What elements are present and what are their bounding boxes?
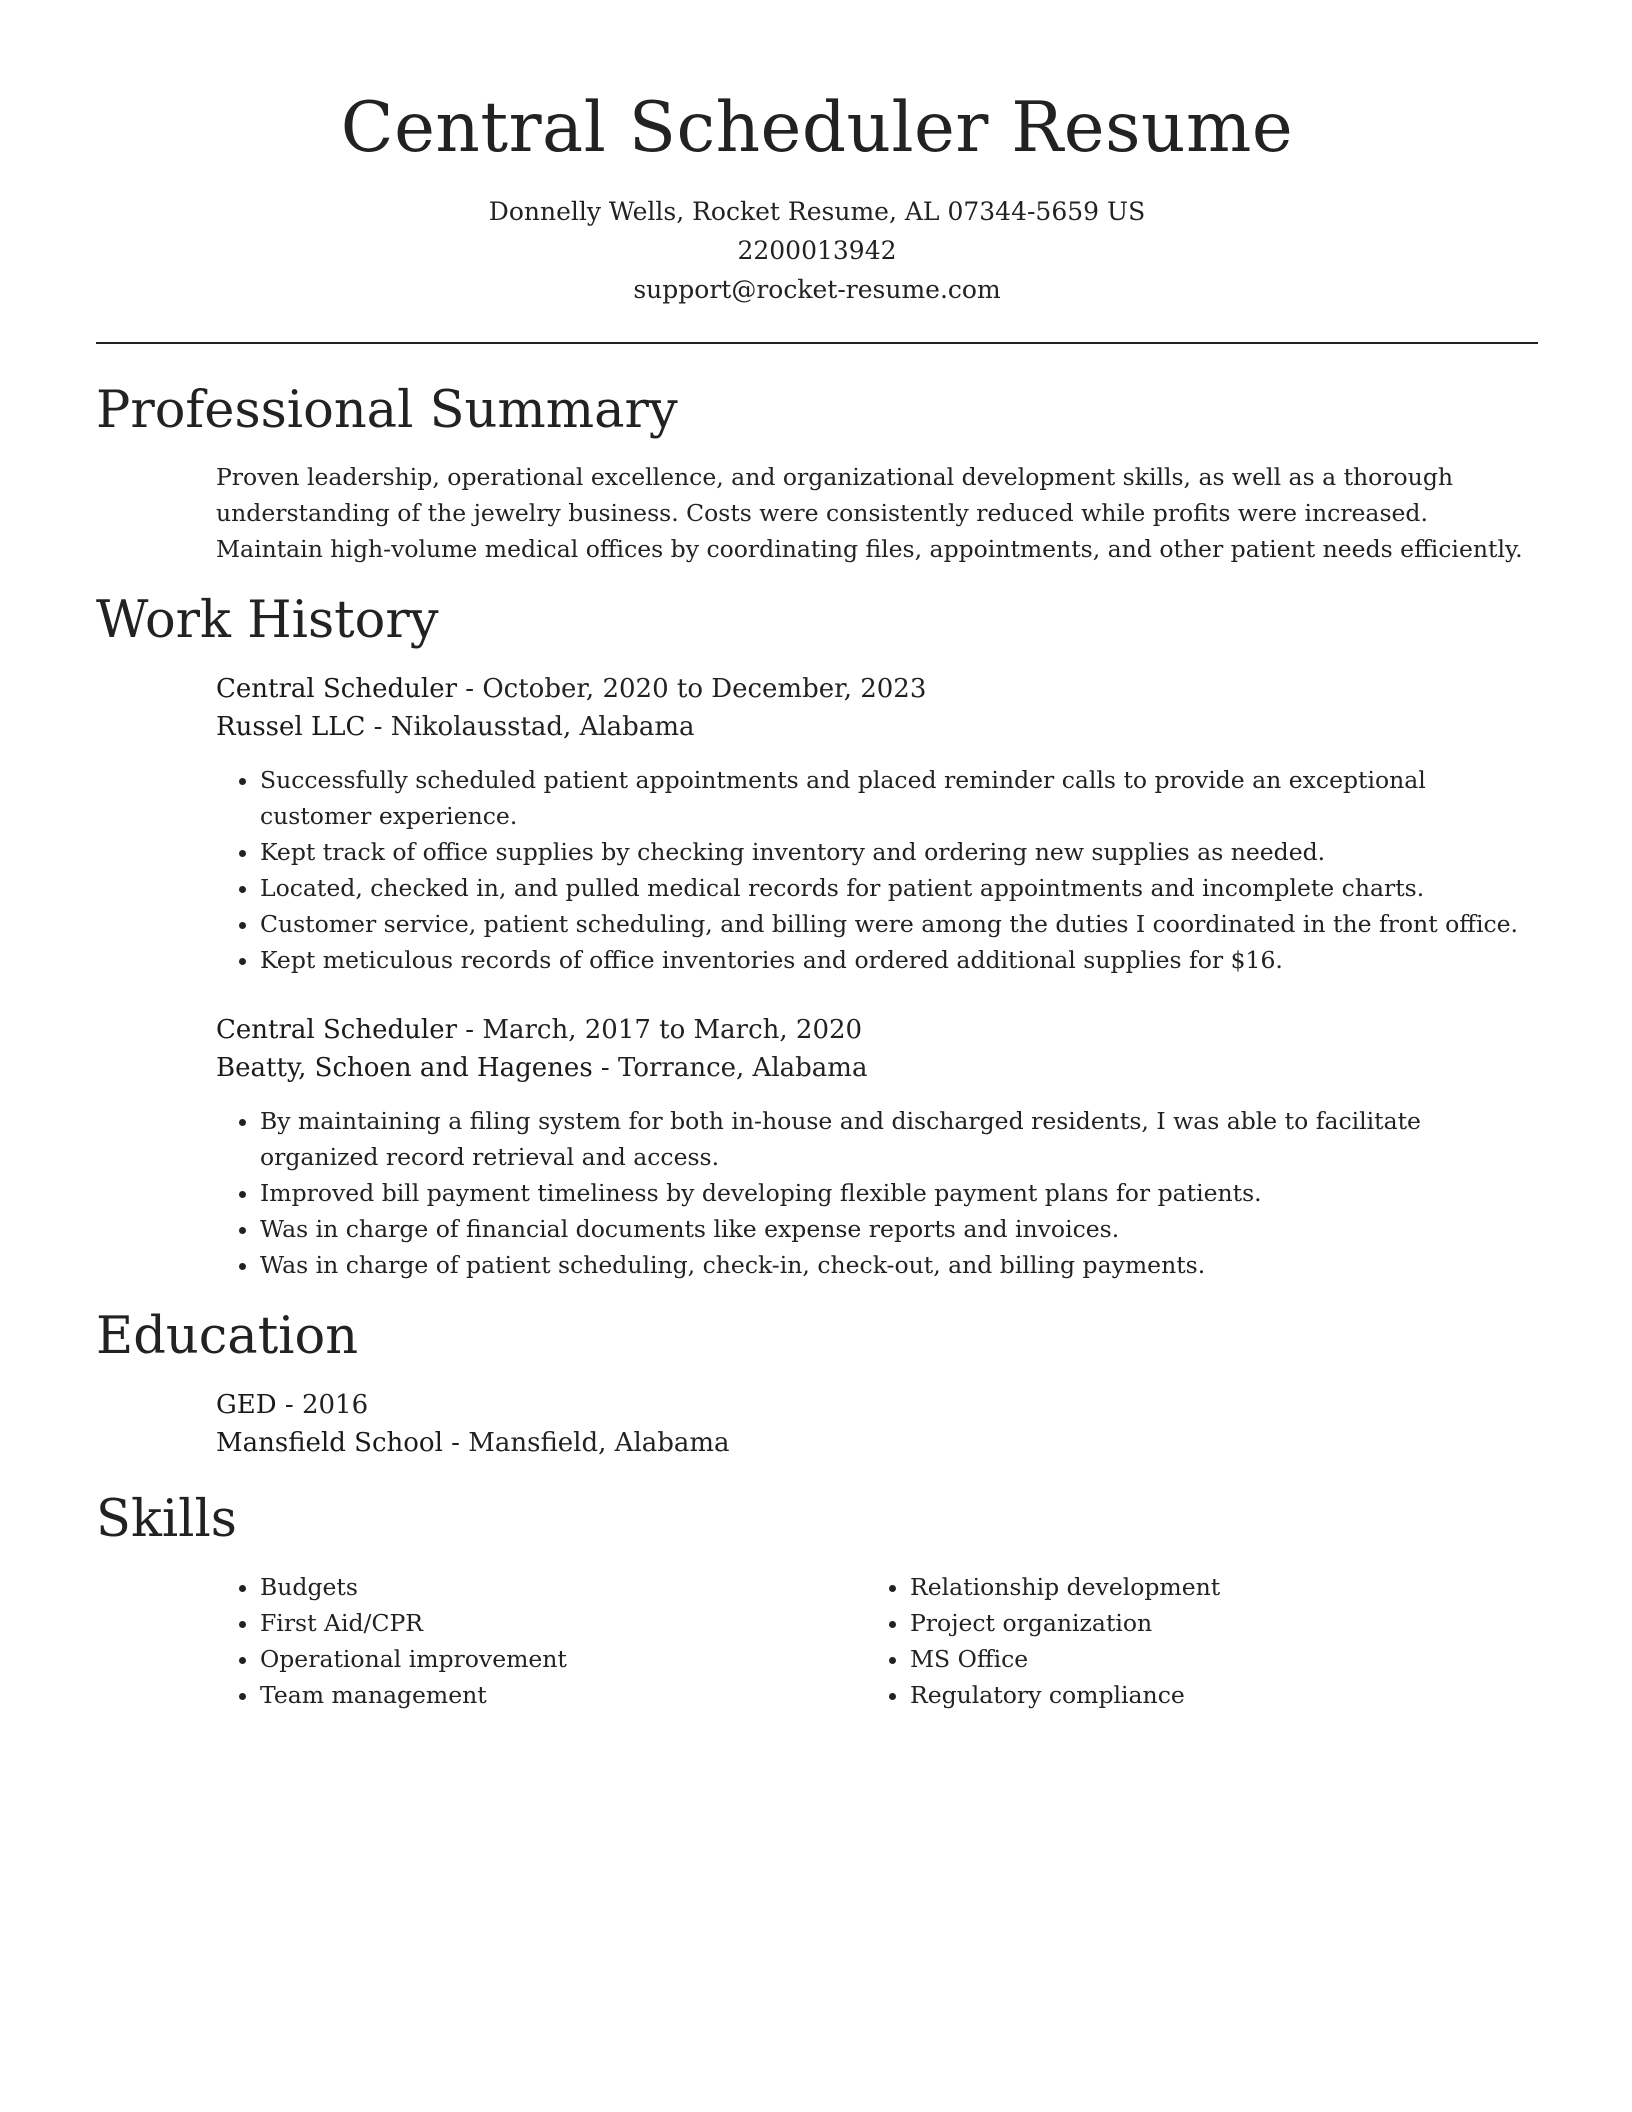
education-year: 2016: [301, 1390, 369, 1420]
job-bullet: • Located, checked in, and pulled medical records for patient appointments and incomplete charts.: [260, 870, 1538, 906]
separator: -: [276, 1390, 302, 1420]
job-title: Central Scheduler: [216, 1015, 458, 1045]
skill-item: • Relationship development: [910, 1569, 1516, 1605]
job-title: Central Scheduler: [216, 674, 458, 704]
job-title-line: [216, 670, 1538, 708]
job-bullet: • Kept track of office supplies by checking inventory and ordering new supplies as needed.: [260, 834, 1538, 870]
skill-item: • MS Office: [910, 1641, 1516, 1677]
job-location: Torrance, Alabama: [618, 1053, 868, 1083]
skill-item: • Team management: [260, 1677, 866, 1713]
job-bullet: • By maintaining a filing system for both in-house and discharged residents, I was able to facilitate organized record retrieval and access.: [260, 1103, 1538, 1175]
skill-item: • Budgets: [260, 1569, 866, 1605]
job-bullets: [216, 762, 1538, 978]
separator: -: [457, 674, 483, 704]
summary-text: Proven leadership, operational excellence, and organizational development skills, as well as a thorough understanding of the jewelry business. Costs were consistently reduced while profits were increased. Maintain high-volume medical offices by coordinating files, appointments, and other patient needs efficiently.: [216, 463, 1523, 563]
job-bullet: • Improved bill payment timeliness by developing flexible payment plans for patients.: [260, 1175, 1538, 1211]
skill-item: • Regulatory compliance: [910, 1677, 1516, 1713]
job-bullet: • Successfully scheduled patient appointments and placed reminder calls to provide an exceptional customer experience.: [260, 762, 1538, 834]
job-entry: [216, 670, 1538, 978]
job-company-line: [216, 708, 1538, 746]
contact-phone: 2200013942: [737, 236, 897, 265]
section-title-work-history: Work History: [96, 591, 439, 650]
section-title-education: Education: [96, 1307, 359, 1366]
skills-list-right: [866, 1569, 1516, 1713]
skill-item: • Operational improvement: [260, 1641, 866, 1677]
separator: -: [442, 1428, 469, 1458]
job-location: Nikolausstad, Alabama: [390, 712, 695, 742]
job-bullet: • Customer service, patient scheduling, and billing were among the duties I coordinated in the front office.: [260, 906, 1538, 942]
contact-block: [96, 192, 1538, 309]
education-school-line: [216, 1424, 1538, 1462]
job-company: Russel LLC: [216, 712, 366, 742]
skills-grid: [216, 1569, 1538, 1713]
separator: -: [365, 712, 391, 742]
skills-block: [216, 1569, 1538, 1713]
section-title-skills: Skills: [96, 1490, 237, 1549]
job-dates: October, 2020 to December, 2023: [482, 674, 927, 704]
job-entry: [216, 1011, 1538, 1283]
job-bullet: • Was in charge of financial documents like expense reports and invoices.: [260, 1211, 1538, 1247]
education-school: Mansfield School: [216, 1428, 443, 1458]
skill-item: • First Aid/CPR: [260, 1605, 866, 1641]
education-entry: [216, 1386, 1538, 1462]
job-bullets: [216, 1103, 1538, 1283]
job-bullet: • Was in charge of patient scheduling, check-in, check-out, and billing payments.: [260, 1247, 1538, 1283]
education-degree: GED: [216, 1390, 277, 1420]
skill-item: • Project organization: [910, 1605, 1516, 1641]
header-divider: [96, 342, 1538, 344]
job-dates: March, 2017 to March, 2020: [482, 1015, 863, 1045]
contact-address: Donnelly Wells, Rocket Resume, AL 07344-5659 US: [488, 197, 1146, 226]
job-company: Beatty, Schoen and Hagenes: [216, 1053, 593, 1083]
education-location: Mansfield, Alabama: [468, 1428, 730, 1458]
separator: -: [457, 1015, 483, 1045]
section-title-summary: Professional Summary: [96, 381, 678, 440]
job-bullet: • Kept meticulous records of office inventories and ordered additional supplies for $16.: [260, 942, 1538, 978]
resume-title: Central Scheduler Resume: [340, 88, 1294, 168]
education-degree-line: [216, 1386, 1538, 1424]
job-company-line: [216, 1049, 1538, 1087]
skills-list-left: [216, 1569, 866, 1713]
separator: -: [592, 1053, 618, 1083]
contact-email: support@rocket-resume.com: [633, 275, 1001, 304]
summary-block: [216, 459, 1538, 567]
job-title-line: [216, 1011, 1538, 1049]
